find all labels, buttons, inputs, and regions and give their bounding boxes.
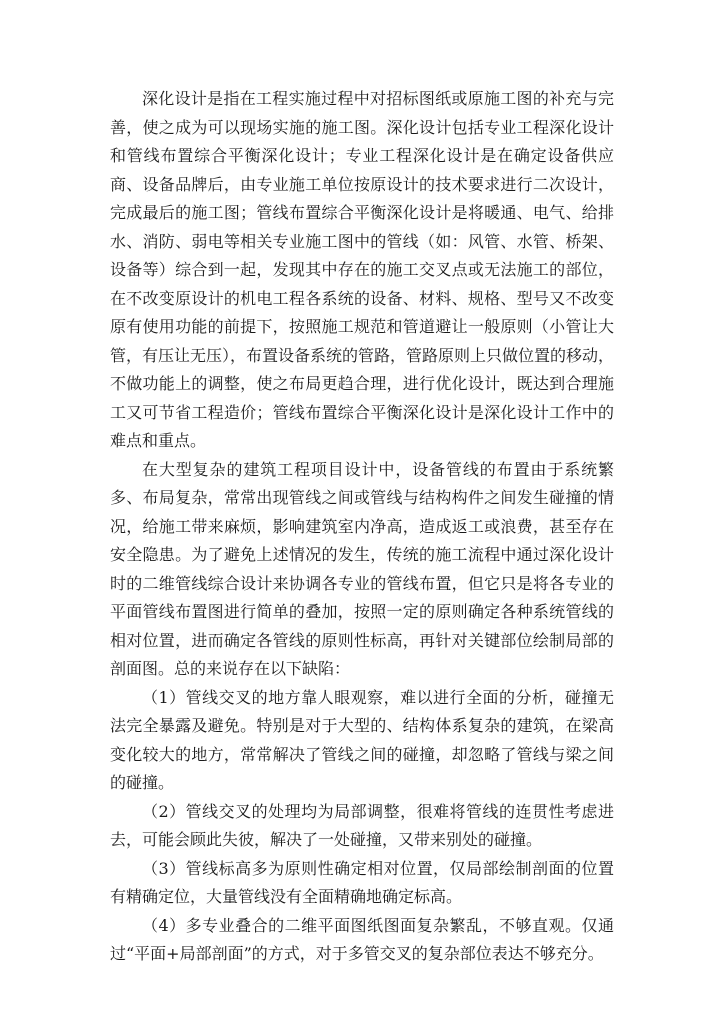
paragraph-defect-2: （2）管线交叉的处理均为局部调整，很难将管线的连贯性考虑进去，可能会顾此失彼，解决了一处碰撞，又带来别处的碰撞。 [110, 801, 614, 849]
paragraph-intro: 深化设计是指在工程实施过程中对招标图纸或原施工图的补充与完善，使之成为可以现场实施的施工图。深化设计包括专业工程深化设计和管线布置综合平衡深化设计；专业工程深化设计是在确定设备供应商、设备品牌后，由专业施工单位按原设计的技术要求进行二次设计，完成最后的施工图；管线布置综合平衡深化设计是将暖通、电气、给排水、消防、弱电等相关专业施工图中的管线（如：风管、水管、桥架、设备等）综合到一起，发现其中存在的施工交叉点或无法施工的部位，在不改变原设计的机电工程各系统的设备、材料、规格、型号又不改变原有使用功能的前提下，按照施工规范和管道避让一般原则（小管让大管，有压让无压），布置设备系统的管路，管路原则上只做位置的移动，不做功能上的调整，使之布局更趋合理，进行优化设计，既达到合理施工又可节省工程造价；管线布置综合平衡深化设计是深化设计工作中的难点和重点。 [110, 89, 615, 450]
paragraph-defect-4: （4）多专业叠合的二维平面图纸图面复杂繁乱，不够直观。仅通过“平面+局部剖面”的方式，对于多管交叉的复杂部位表达不够充分。 [110, 915, 614, 963]
paragraph-background: 在大型复杂的建筑工程项目设计中，设备管线的布置由于系统繁多、布局复杂，常常出现管线之间或管线与结构构件之间发生碰撞的情况，给施工带来麻烦，影响建筑室内净高，造成返工或浪费，甚至存在安全隐患。为了避免上述情况的发生，传统的施工流程中通过深化设计时的二维管线综合设计来协调各专业的管线布置，但它只是将各专业的平面管线布置图进行简单的叠加，按照一定的原则确定各种系统管线的相对位置，进而确定各管线的原则性标高，再针对关键部位绘制局部的剖面图。总的来说存在以下缺陷： [110, 459, 614, 678]
paragraph-defect-1: （1）管线交叉的地方靠人眼观察，难以进行全面的分析，碰撞无法完全暴露及避免。特别是对于大型的、结构体系复杂的建筑，在梁高变化较大的地方，常常解决了管线之间的碰撞，却忽略了管线与梁之间的碰撞。 [110, 687, 614, 792]
paragraph-defect-3: （3）管线标高多为原则性确定相对位置，仅局部绘制剖面的位置有精确定位，大量管线没有全面精确地确定标高。 [110, 858, 614, 906]
document-body [110, 85, 614, 969]
